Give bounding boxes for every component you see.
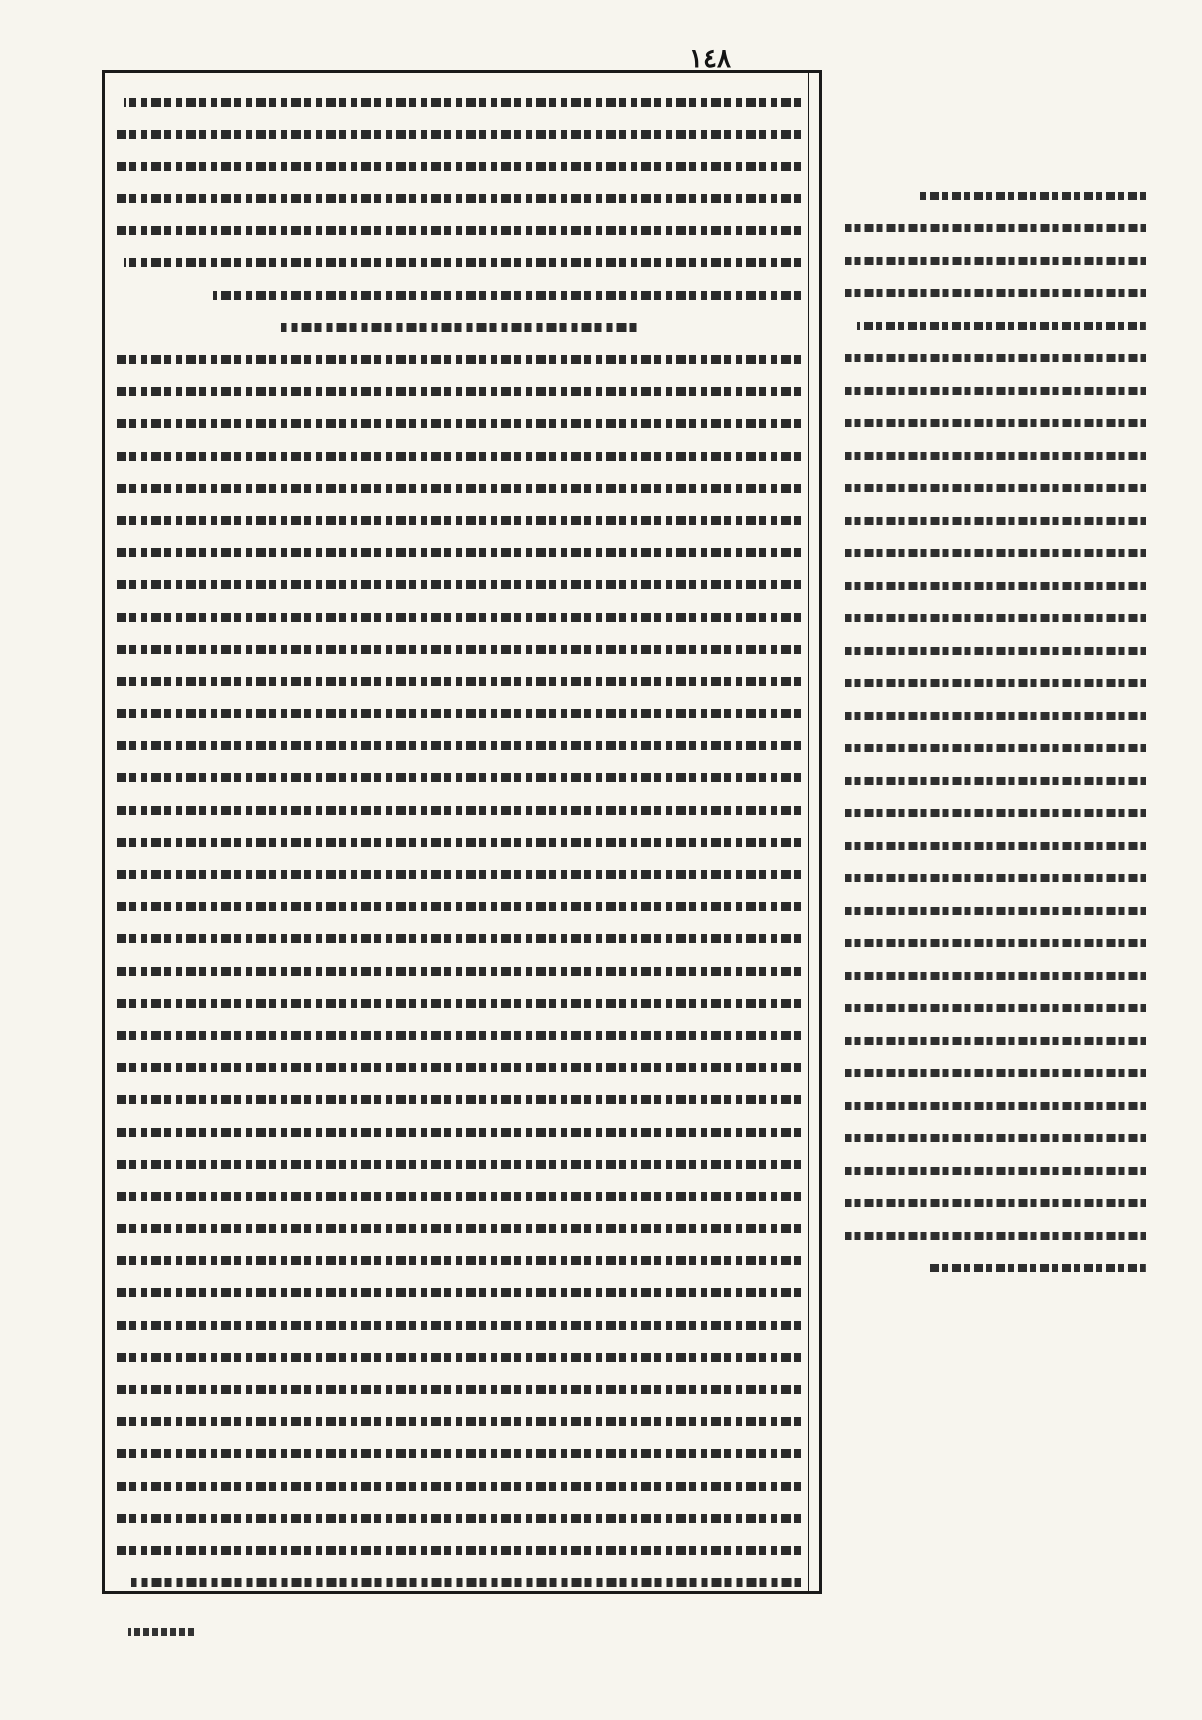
main-text-line xyxy=(117,1375,801,1405)
margin-note-line xyxy=(832,343,1146,374)
main-text-line xyxy=(117,184,801,214)
margin-note-line xyxy=(832,993,1146,1024)
main-text-line xyxy=(117,312,801,342)
main-text-line xyxy=(117,505,801,535)
margin-note-line xyxy=(832,960,1146,991)
main-text-line xyxy=(117,280,801,310)
margin-note-line xyxy=(832,1155,1146,1186)
main-text-line xyxy=(117,731,801,761)
main-text-line xyxy=(117,1020,801,1050)
main-text-line xyxy=(117,699,801,729)
margin-note-line xyxy=(832,635,1146,666)
main-text-line xyxy=(117,892,801,922)
margin-note-line xyxy=(832,1253,1146,1284)
margin-note-line xyxy=(832,310,1146,341)
margin-note-line xyxy=(832,798,1146,829)
margin-note-line xyxy=(832,603,1146,634)
margin-note-line xyxy=(832,895,1146,926)
main-text-line xyxy=(117,1439,801,1469)
main-text-line xyxy=(117,1117,801,1147)
main-text-line xyxy=(117,763,801,793)
main-text-line xyxy=(117,216,801,246)
margin-commentary xyxy=(832,180,1146,1285)
main-text-line xyxy=(117,1471,801,1501)
margin-note-line xyxy=(832,928,1146,959)
main-text-line xyxy=(117,795,801,825)
margin-note-line xyxy=(832,278,1146,309)
main-text-frame xyxy=(102,70,822,1594)
margin-note-line xyxy=(832,505,1146,536)
margin-note-line xyxy=(832,180,1146,211)
main-text-line xyxy=(117,1278,801,1308)
main-text-body xyxy=(117,87,801,1600)
main-text-line xyxy=(117,1085,801,1115)
main-text-line xyxy=(117,1310,801,1340)
margin-note-line xyxy=(832,1090,1146,1121)
main-text-line xyxy=(117,87,801,117)
main-text-line xyxy=(117,1053,801,1083)
main-text-line xyxy=(117,602,801,632)
margin-note-line xyxy=(832,700,1146,731)
margin-note-line xyxy=(832,570,1146,601)
margin-note-line xyxy=(832,473,1146,504)
margin-note-line xyxy=(832,245,1146,276)
main-text-line xyxy=(117,473,801,503)
margin-note-line xyxy=(832,440,1146,471)
main-text-line xyxy=(117,119,801,149)
margin-note-line xyxy=(832,765,1146,796)
margin-note-line xyxy=(832,375,1146,406)
main-text-line xyxy=(117,956,801,986)
main-text-line xyxy=(117,1181,801,1211)
main-text-line xyxy=(117,345,801,375)
margin-note-line xyxy=(832,668,1146,699)
main-text-line xyxy=(117,1149,801,1179)
main-text-line xyxy=(117,538,801,568)
main-text-line xyxy=(117,634,801,664)
main-text-line xyxy=(117,1246,801,1276)
margin-note-line xyxy=(832,1025,1146,1056)
main-text-line xyxy=(117,570,801,600)
margin-note-line xyxy=(832,213,1146,244)
main-text-line xyxy=(117,860,801,890)
main-text-line xyxy=(117,1342,801,1372)
margin-note-line xyxy=(832,408,1146,439)
main-text-line xyxy=(117,666,801,696)
main-text-line xyxy=(117,377,801,407)
main-text-line xyxy=(117,827,801,857)
margin-note-line xyxy=(832,863,1146,894)
margin-note-line xyxy=(832,830,1146,861)
catchword xyxy=(128,1620,248,1644)
margin-note-line xyxy=(832,1123,1146,1154)
margin-note-line xyxy=(832,1220,1146,1251)
main-text-line xyxy=(117,1535,801,1565)
margin-note-line xyxy=(832,1058,1146,1089)
main-text-line xyxy=(117,151,801,181)
main-text-line xyxy=(117,409,801,439)
main-text-line xyxy=(117,1407,801,1437)
main-text-line xyxy=(117,1214,801,1244)
margin-note-line xyxy=(832,538,1146,569)
main-text-line xyxy=(117,924,801,954)
main-text-line xyxy=(117,1503,801,1533)
margin-note-line xyxy=(832,1188,1146,1219)
main-text-line xyxy=(117,441,801,471)
page-number: ١٤٨ xyxy=(689,44,731,74)
main-text-line xyxy=(117,248,801,278)
main-text-line xyxy=(117,1568,801,1598)
margin-note-line xyxy=(832,733,1146,764)
main-text-line xyxy=(117,988,801,1018)
